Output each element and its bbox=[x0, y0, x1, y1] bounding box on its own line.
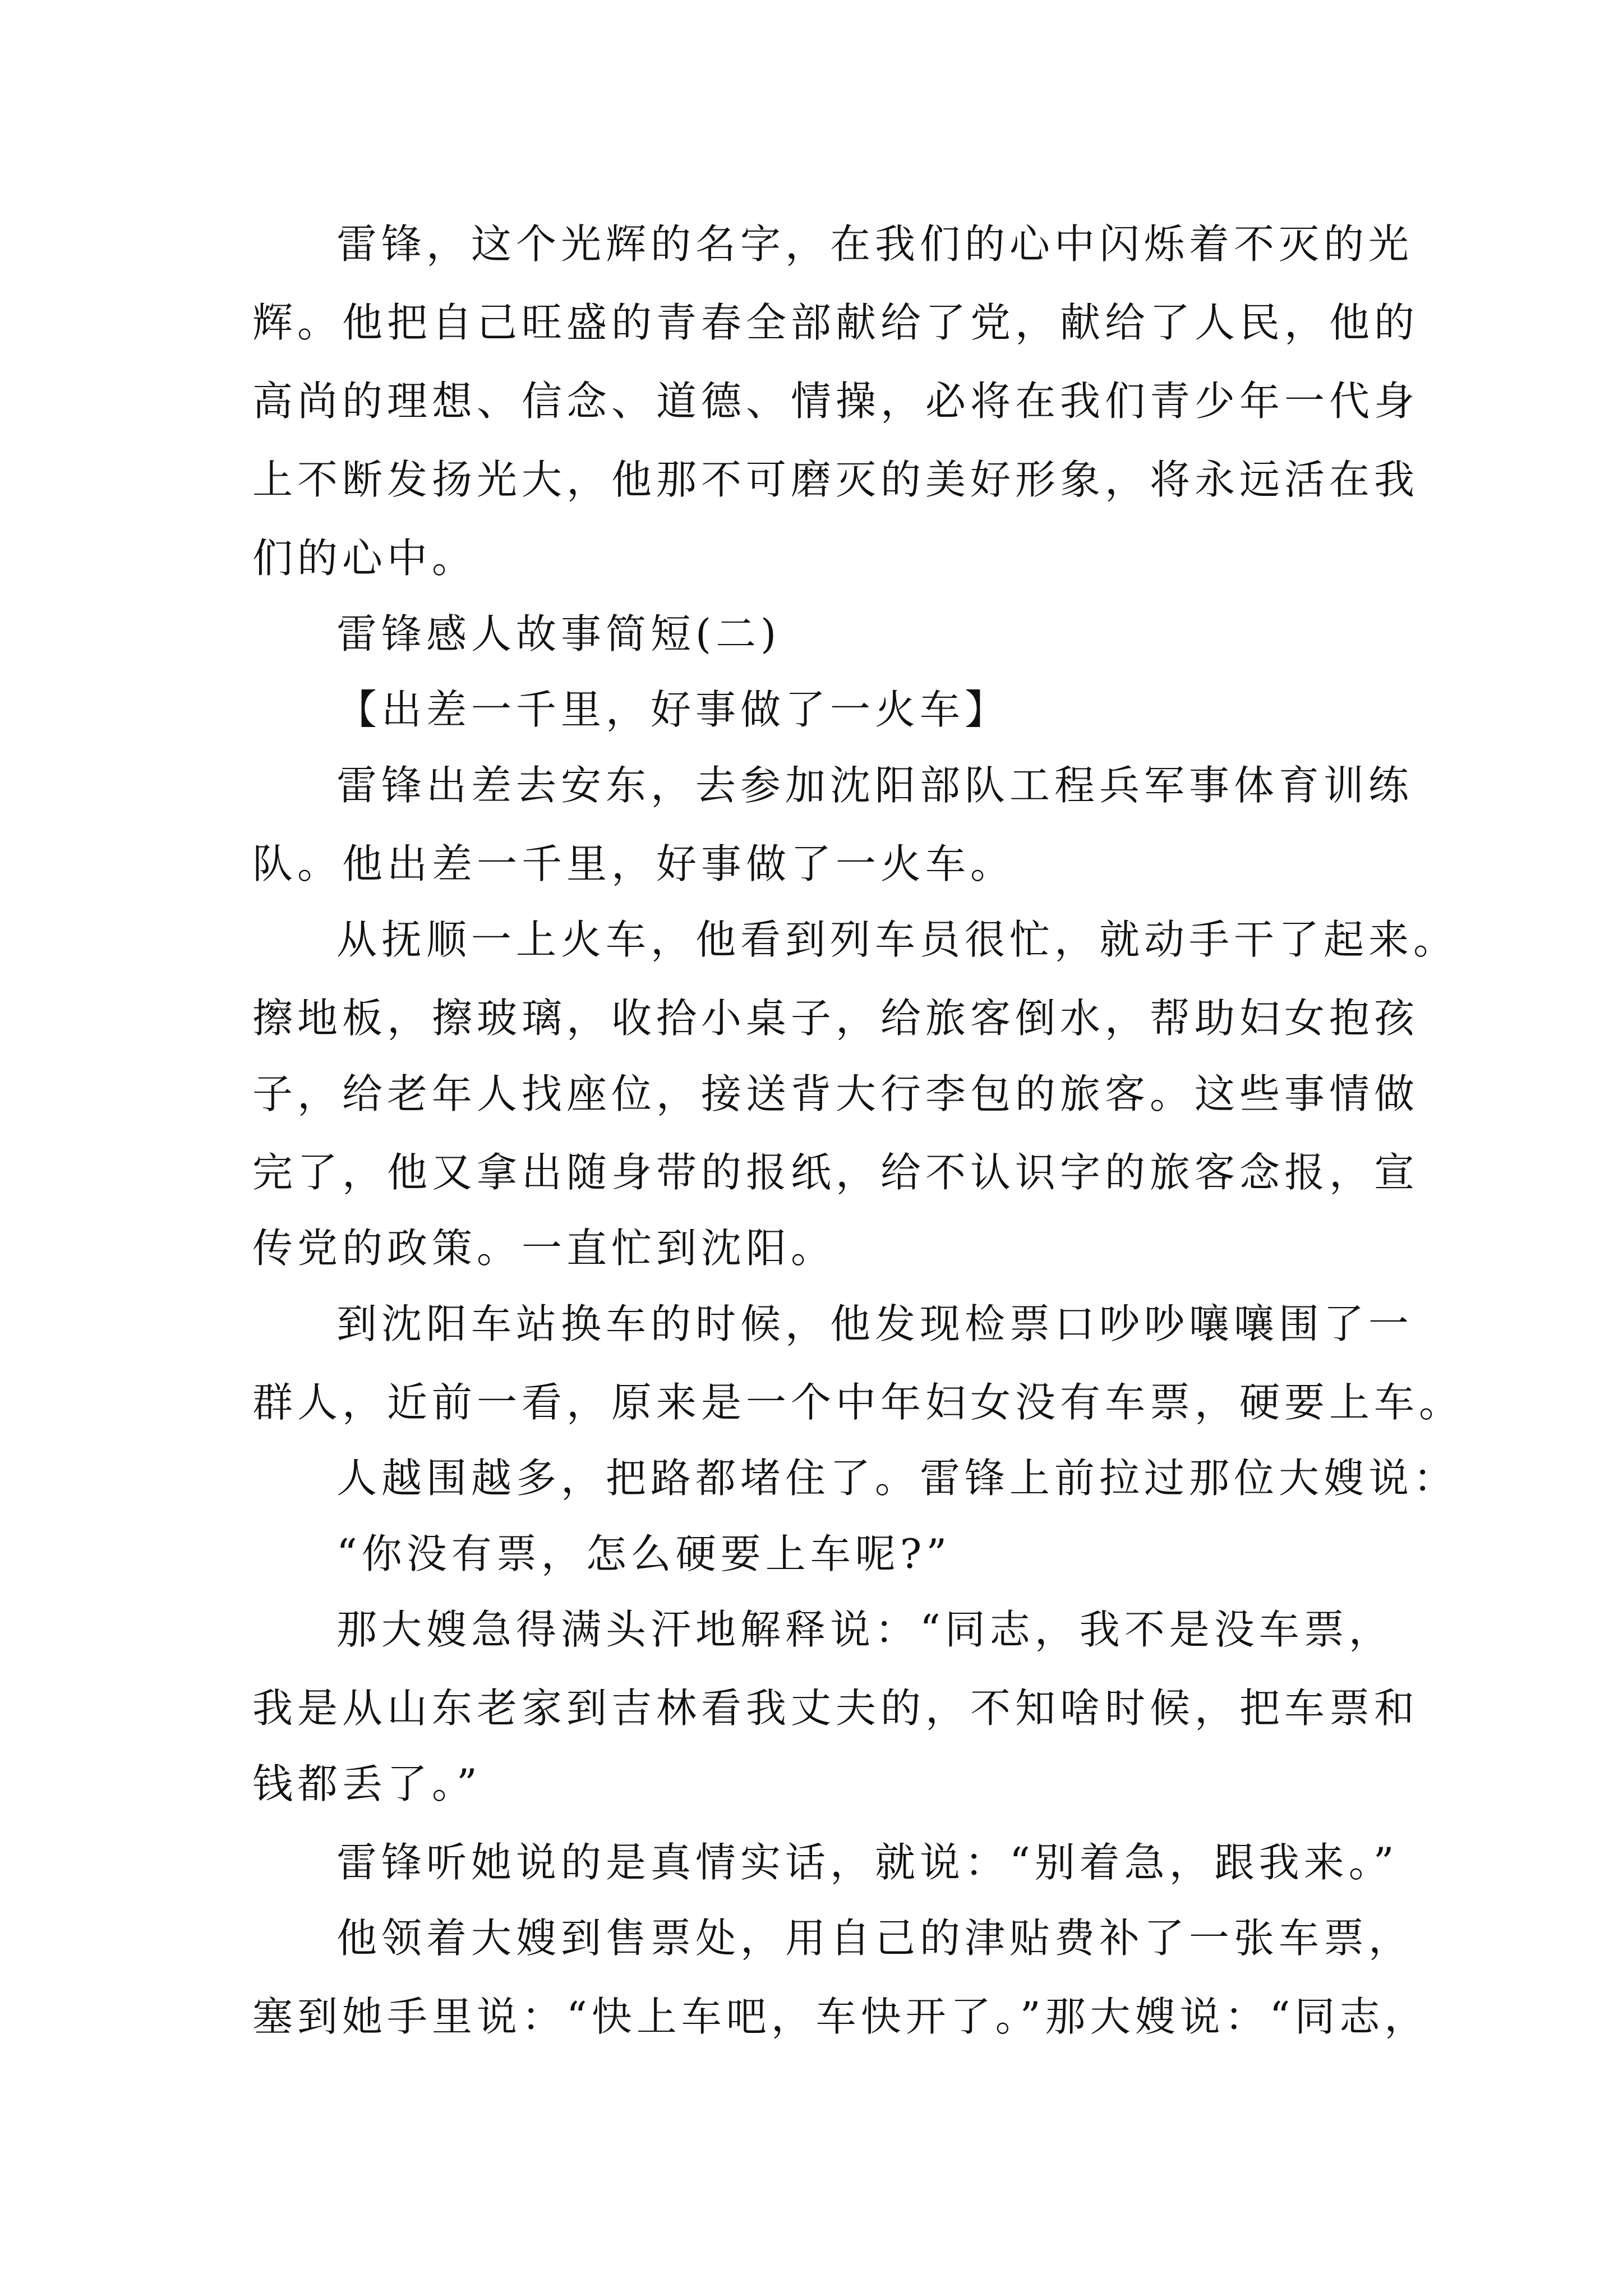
text-line: 雷锋出差去安东，去参加沈阳部队工程兵军事体育训练 bbox=[336, 762, 1414, 809]
text-line: 完了，他又拿出随身带的报纸，给不认识字的旅客念报，宣 bbox=[252, 1149, 1419, 1196]
story-heading: 【出差一千里，好事做了一火车】 bbox=[336, 686, 1010, 733]
text-line: 我是从山东老家到吉林看我丈夫的，不知啥时候，把车票和 bbox=[252, 1685, 1419, 1732]
text-line: 雷锋听她说的是真情实话，就说：“别着急，跟我来。” bbox=[336, 1839, 1399, 1886]
text-line: 塞到她手里说：“快上车吧，车快开了。”那大嫂说：“同志， bbox=[252, 1993, 1430, 2040]
text-line: 高尚的理想、信念、道德、情操，必将在我们青少年一代身 bbox=[252, 378, 1419, 425]
text-line: 群人，近前一看，原来是一个中年妇女没有车票，硬要上车。 bbox=[252, 1379, 1464, 1426]
text-line: 那大嫂急得满头汗地解释说：“同志，我不是没车票， bbox=[336, 1606, 1394, 1653]
text-line: 人越围越多，把路都堵住了。雷锋上前拉过那位大嫂说： bbox=[336, 1455, 1459, 1502]
text-line: “你没有票，怎么硬要上车呢?” bbox=[336, 1530, 952, 1577]
text-line: 辉。他把自己旺盛的青春全部献给了党，献给了人民，他的 bbox=[252, 299, 1419, 346]
text-line: 传党的政策。一直忙到沈阳。 bbox=[252, 1225, 836, 1272]
text-line: 雷锋，这个光辉的名字，在我们的心中闪烁着不灭的光 bbox=[336, 220, 1414, 268]
text-line: 子，给老年人找座位，接送背大行李包的旅客。这些事情做 bbox=[252, 1070, 1419, 1117]
text-line: 上不断发扬光大，他那不可磨灭的美好形象，将永远活在我 bbox=[252, 456, 1419, 503]
text-line: 钱都丢了。” bbox=[252, 1760, 482, 1807]
text-line: 擦地板，擦玻璃，收拾小桌子，给旅客倒水，帮助妇女抱孩 bbox=[252, 995, 1419, 1042]
section-title: 雷锋感人故事简短(二) bbox=[336, 610, 781, 657]
text-line: 他领着大嫂到售票处，用自己的津贴费补了一张车票， bbox=[336, 1915, 1414, 1962]
text-line: 队。他出差一千里，好事做了一火车。 bbox=[252, 840, 1016, 887]
text-line: 到沈阳车站换车的时候，他发现检票口吵吵嚷嚷围了一 bbox=[336, 1300, 1414, 1347]
text-line: 从抚顺一上火车，他看到列车员很忙，就动手干了起来。 bbox=[336, 916, 1459, 963]
text-line: 们的心中。 bbox=[252, 535, 477, 582]
